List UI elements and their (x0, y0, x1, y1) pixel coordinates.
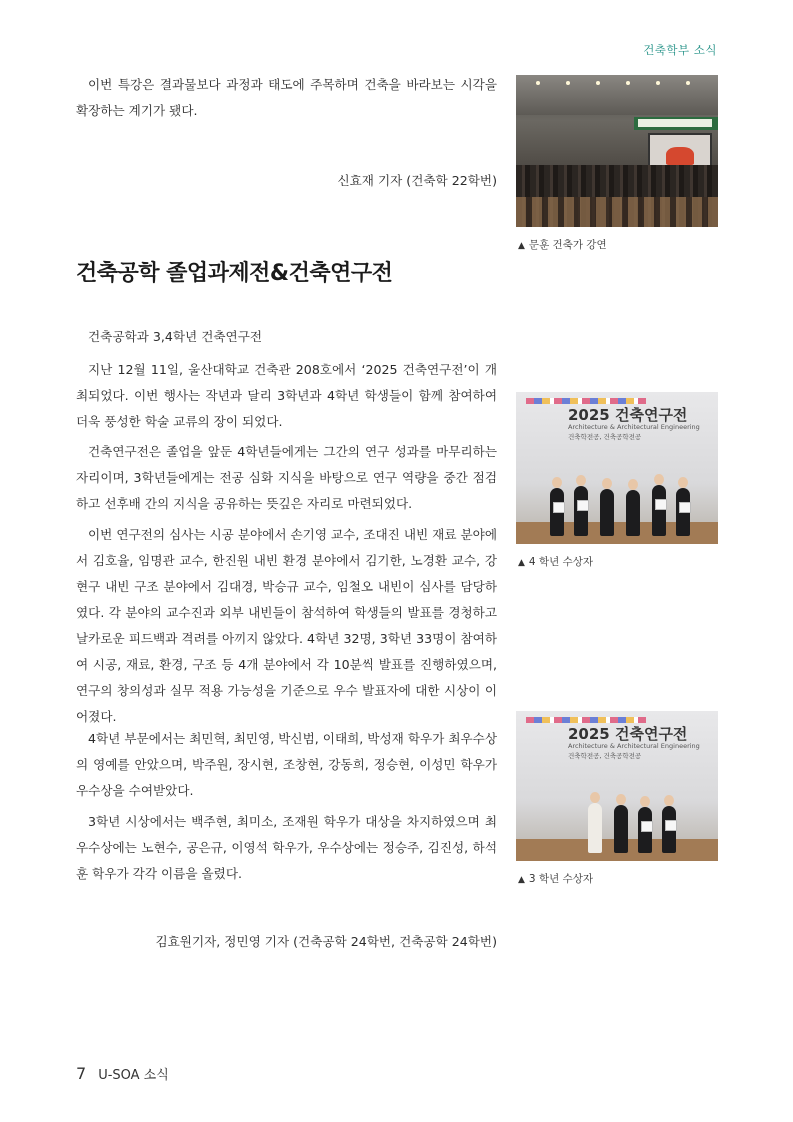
intro-byline: 신효재 기자 (건축학 22학번) (337, 173, 497, 188)
article-paragraph: 건축연구전은 졸업을 앞둔 4학년들에게는 그간의 연구 성과를 마무리하는 자리이며, 3학년들에게는 전공 심화 지식을 바탕으로 연구 역량을 중간 점검하고 선후배 간의 지식을 공유하는 뜻깊은 자리로 마련되었다. (76, 444, 497, 511)
banner-subtitle: 건축학전공, 건축공학전공 (568, 752, 642, 760)
article-title: 건축공학 졸업과제전&건축연구전 (76, 261, 393, 286)
grade3-winners-photo (516, 711, 718, 861)
page-footer (76, 1064, 169, 1083)
article-paragraph: 3학년 시상에서는 백주현, 최미소, 조재원 학우가 대상을 차지하였으며 최우수상에는 노현수, 공은규, 이영석 학우가, 우수상에는 정승주, 김진성, 하석훈 학우가 각각 이름을 올렸다. (76, 814, 497, 881)
article-subtitle: 건축공학과 3,4학년 건축연구전 (88, 329, 263, 344)
banner-subtitle: 건축학전공, 건축공학전공 (568, 433, 642, 441)
lecture-photo (516, 75, 718, 227)
article-byline: 김효원기자, 정민영 기자 (건축공학 24학번, 건축공학 24학번) (155, 934, 497, 949)
lecture-caption: ▲ 문훈 건축가 강연 (518, 239, 607, 251)
triangle-up-icon: ▲ (518, 875, 525, 885)
banner-subtitle: Architecture & Architectural Engineering (568, 423, 700, 431)
triangle-up-icon: ▲ (518, 241, 525, 251)
grade4-winners-photo (516, 392, 718, 544)
section-tag: 건축학부 소식 (643, 43, 717, 57)
grade3-caption: ▲ 3 학년 수상자 (518, 873, 593, 885)
page-number: 7 (76, 1064, 87, 1083)
banner-subtitle: Architecture & Architectural Engineering (568, 742, 700, 750)
article-paragraph: 지난 12월 11일, 울산대학교 건축관 208호에서 ‘2025 건축연구전’이 개최되었다. 이번 행사는 작년과 달리 3학년과 4학년 학생들이 함께 참여하여 더욱 풍성한 학술 교류의 장이 되었다. (76, 362, 497, 429)
article-paragraph: 이번 연구전의 심사는 시공 분야에서 손기영 교수, 조대진 내빈 재료 분야에서 김호율, 임명관 교수, 한진원 내빈 환경 분야에서 김기한, 노경환 교수, 강현구 내빈 구조 분야에서 김대경, 박승규 교수, 임철오 내빈이 심사를 담당하였다. 각 분야의 교수진과 외부 내빈들이 참석하여 학생들의 발표를 경청하고 날카로운 피드백과 격려를 아끼지 않았다. 4학년 32명, 3학년 33명이 참여하여 시공, 재료, 환경, 구조 등 4개 분야에서 각 10분씩 발표를 진행하였으며, 연구의 창의성과 실무 적용 가능성을 기준으로 우수 발표자에 대한 시상이 이어졌다. (76, 527, 498, 724)
intro-paragraph: 이번 특강은 결과물보다 과정과 태도에 주목하며 건축을 바라보는 시각을 확장하는 계기가 됐다. (76, 77, 497, 118)
banner-title: 2025 건축연구전 (568, 725, 688, 743)
grade4-caption: ▲ 4 학년 수상자 (518, 556, 593, 568)
publication-name: U-SOA 소식 (98, 1068, 169, 1083)
banner-title: 2025 건축연구전 (568, 406, 688, 424)
triangle-up-icon: ▲ (518, 558, 525, 568)
article-paragraph: 4학년 부문에서는 최민혁, 최민영, 박신범, 이태희, 박성재 학우가 최우수상의 영예를 안았으며, 박주원, 장시현, 조창현, 강동희, 정승현, 이성민 학우가 우수상을 수여받았다. (76, 731, 497, 798)
